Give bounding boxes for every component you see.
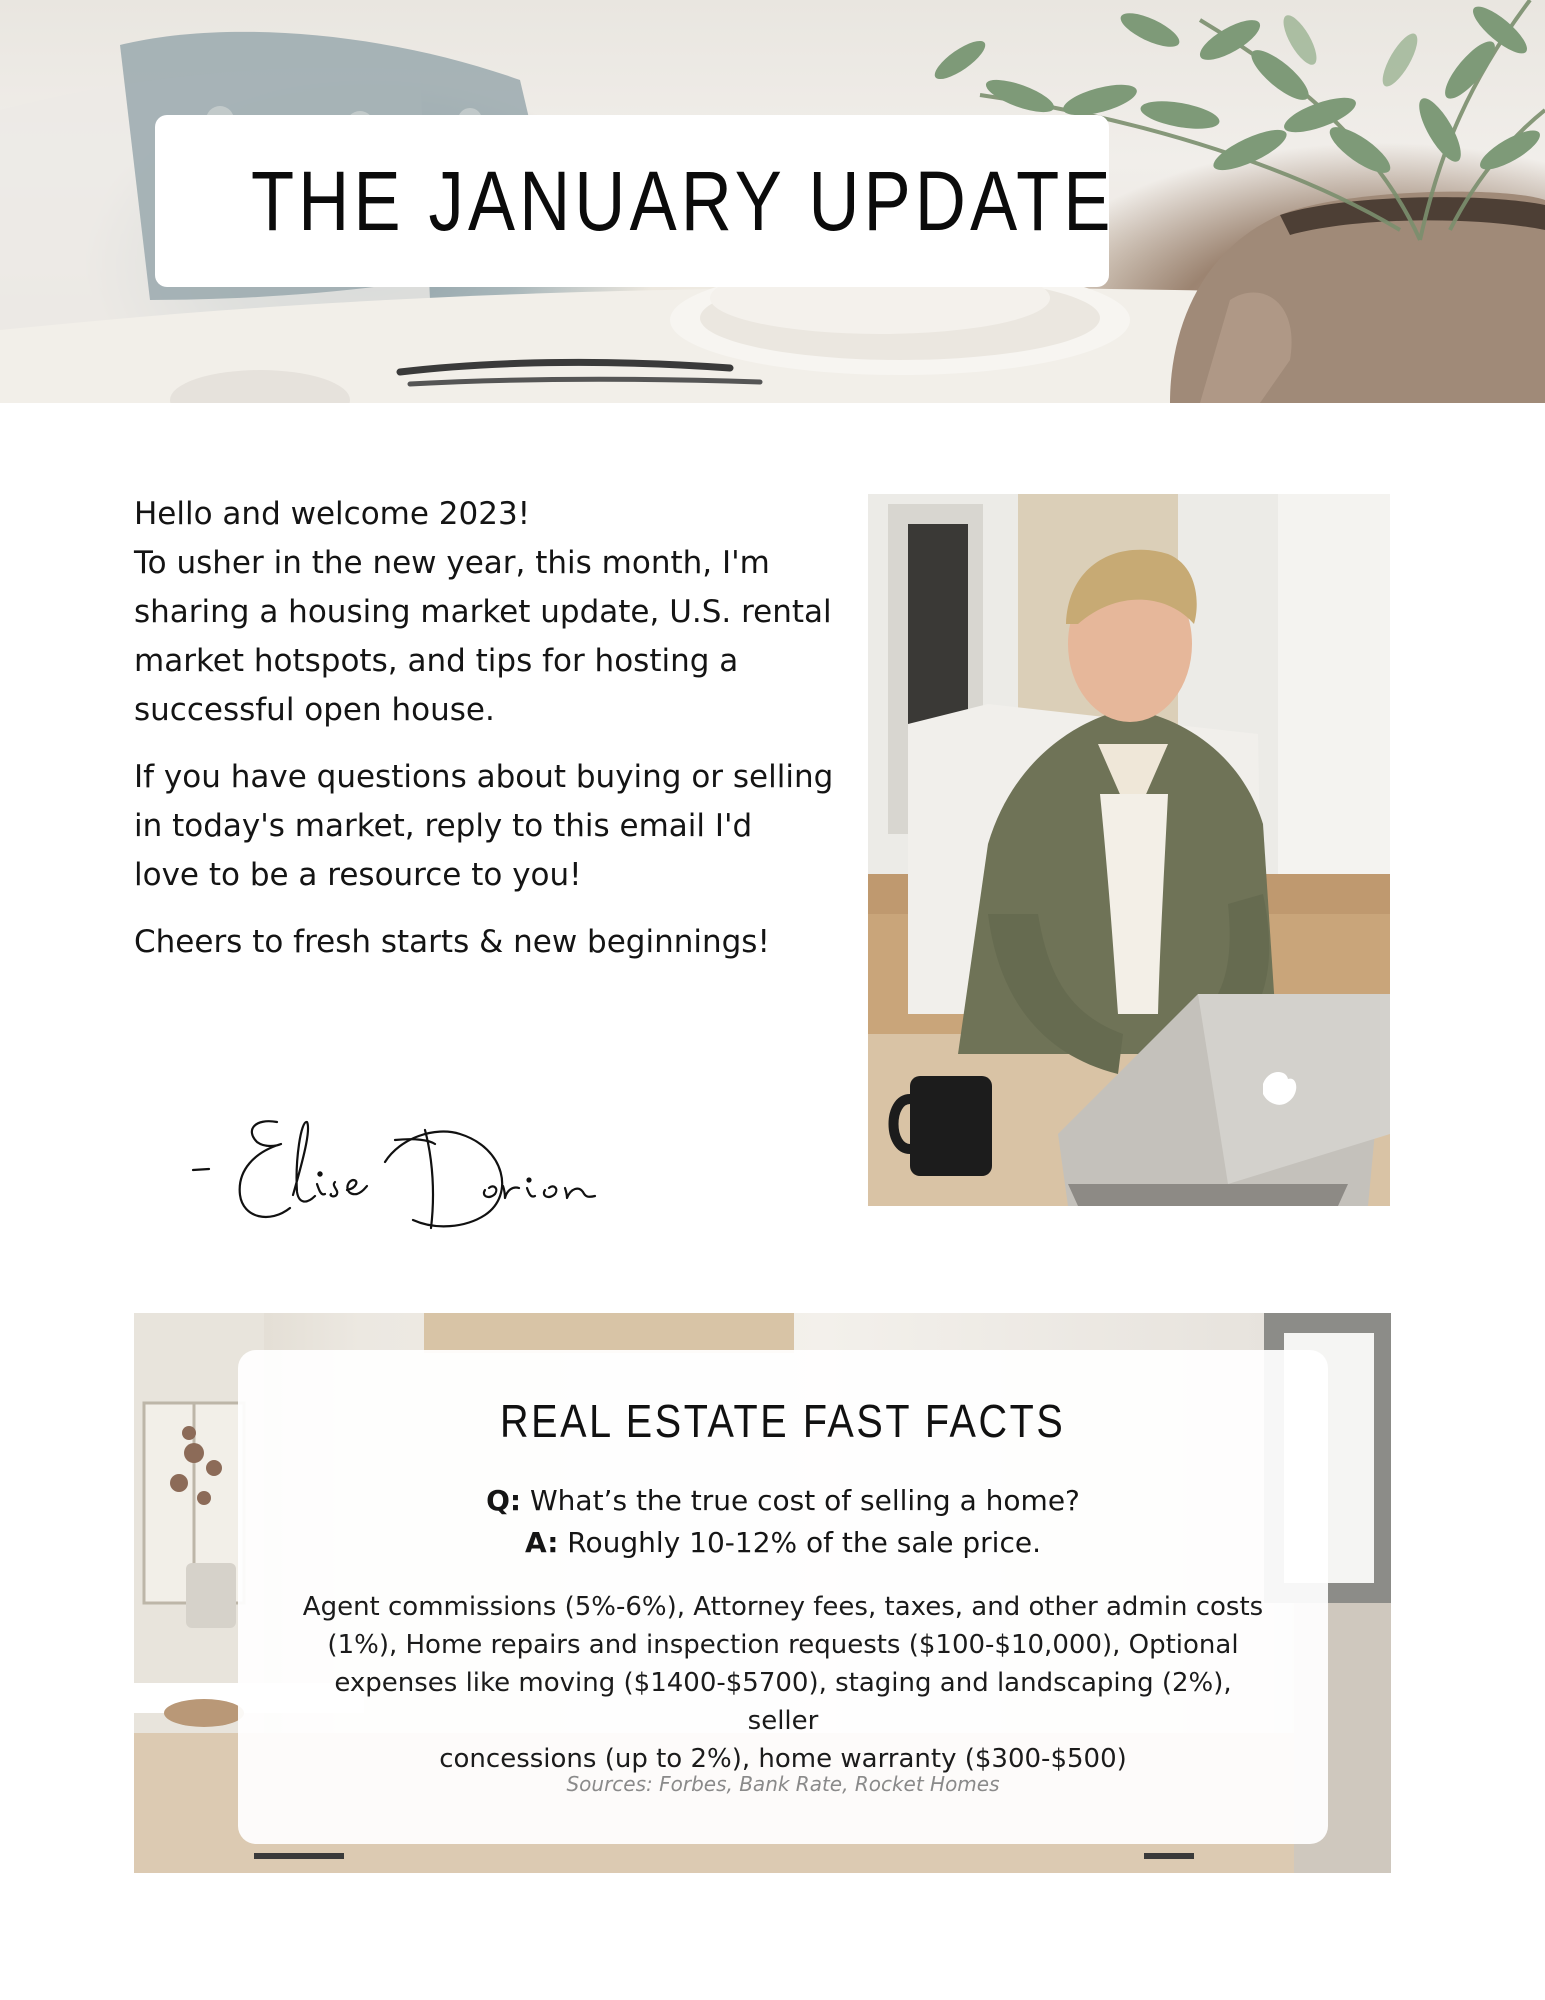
question-line bbox=[238, 1480, 1328, 1522]
question-label: Q: bbox=[486, 1484, 522, 1517]
intro-paragraph-2 bbox=[134, 753, 834, 900]
signature bbox=[185, 1100, 625, 1240]
title-card bbox=[155, 115, 1115, 287]
page-title: THE JANUARY UPDATE bbox=[251, 153, 1115, 248]
answer-label: A: bbox=[525, 1526, 559, 1559]
text-line: market hotspots, and tips for hosting a bbox=[134, 643, 739, 679]
text-line: To usher in the new year, this month, I'm bbox=[134, 545, 770, 581]
agent-photo bbox=[868, 494, 1390, 1206]
question-answer bbox=[238, 1480, 1328, 1564]
intro-paragraph-1 bbox=[134, 490, 834, 735]
fast-facts-card bbox=[238, 1350, 1328, 1844]
fast-facts-title-text: REAL ESTATE FAST FACTS bbox=[500, 1395, 1066, 1447]
intro-paragraph-3: Cheers to fresh starts & new beginnings! bbox=[134, 924, 770, 960]
hero-banner bbox=[0, 0, 1545, 403]
details-line: Agent commissions (5%-6%), Attorney fees, taxes, and other admin costs bbox=[302, 1592, 1264, 1622]
text-line: love to be a resource to you! bbox=[134, 857, 582, 893]
sources-note: Sources: Forbes, Bank Rate, Rocket Homes bbox=[566, 1772, 1000, 1796]
intro-text bbox=[134, 490, 834, 985]
text-line: successful open house. bbox=[134, 692, 495, 728]
details-line: expenses like moving ($1400-$5700), staging and landscaping (2%), seller bbox=[334, 1668, 1232, 1736]
text-line: in today's market, reply to this email I'd bbox=[134, 808, 753, 844]
text-line: sharing a housing market update, U.S. rental bbox=[134, 594, 832, 630]
text-line: If you have questions about buying or selling bbox=[134, 759, 834, 795]
answer-text: Roughly 10-12% of the sale price. bbox=[567, 1526, 1041, 1559]
cost-details bbox=[298, 1588, 1268, 1778]
details-line: (1%), Home repairs and inspection requests ($100-$10,000), Optional bbox=[327, 1630, 1239, 1660]
fast-facts-title bbox=[238, 1394, 1328, 1448]
answer-line bbox=[238, 1522, 1328, 1564]
text-line: Hello and welcome 2023! bbox=[134, 496, 531, 532]
details-line: concessions (up to 2%), home warranty ($300-$500) bbox=[439, 1744, 1127, 1774]
question-text: What’s the true cost of selling a home? bbox=[529, 1484, 1080, 1517]
agent-photo-illustration bbox=[868, 494, 1390, 1206]
